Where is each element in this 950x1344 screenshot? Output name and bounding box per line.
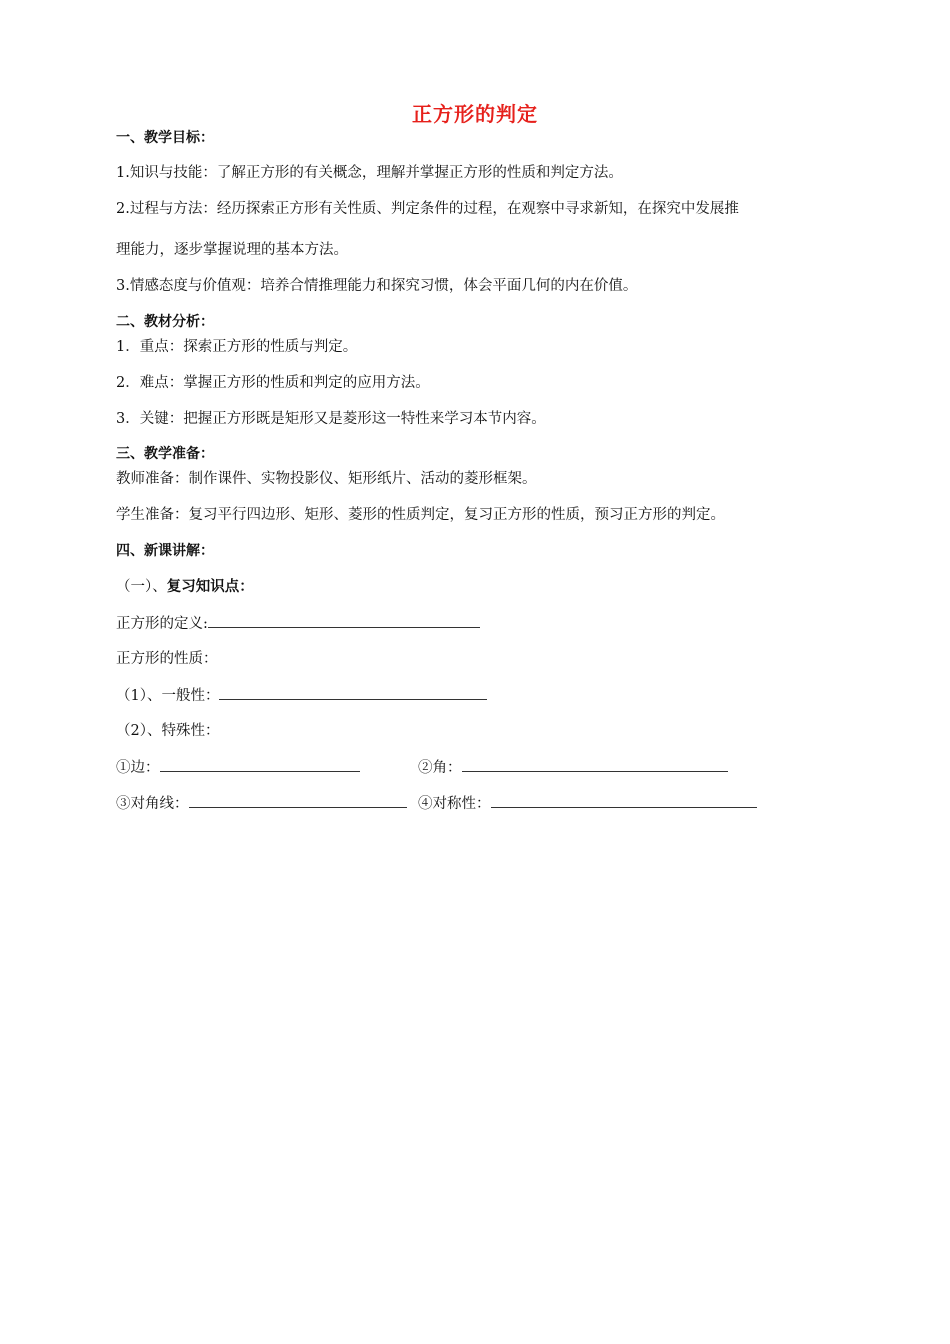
diagonal-blank[interactable] (189, 793, 407, 808)
diagonal-label: ③对角线： (116, 796, 189, 812)
symmetry-blank[interactable] (491, 793, 757, 808)
definition-line (116, 613, 480, 634)
analysis-1: 1．重点：探索正方形的性质与判定。 (116, 339, 358, 355)
side-blank[interactable] (160, 757, 360, 772)
goal-2-line-2: 理能力，逐步掌握说理的基本方法。 (116, 242, 348, 258)
page-title: 正方形的判定 (412, 102, 538, 126)
general-blank[interactable] (219, 685, 487, 700)
symmetry-label: ④对称性： (418, 796, 491, 812)
analysis-3: 3．关键：把握正方形既是矩形又是菱形这一特性来学习本节内容。 (116, 411, 546, 427)
definition-blank[interactable] (208, 613, 480, 628)
prep-student: 学生准备：复习平行四边形、矩形、菱形的性质判定，复习正方形的性质，预习正方形的判定。 (116, 507, 725, 523)
side-line (116, 757, 360, 778)
review-line (116, 577, 254, 597)
general-line (116, 685, 487, 706)
review-prefix: （一）、 (116, 579, 167, 595)
general-label: （1）、一般性： (116, 688, 220, 704)
symmetry-line (418, 793, 757, 814)
analysis-heading: 二、教材分析： (116, 314, 214, 330)
properties-label: 正方形的性质： (116, 651, 218, 667)
lesson-heading: 四、新课讲解： (116, 543, 214, 559)
goals-heading: 一、教学目标： (116, 130, 214, 146)
goal-2-line-1: 2.过程与方法：经历探索正方形有关性质、判定条件的过程，在观察中寻求新知，在探究中发展推 (116, 201, 739, 217)
review-heading: 复习知识点： (166, 579, 254, 595)
side-label: ①边： (116, 760, 160, 776)
goal-3: 3.情感态度与价值观：培养合情推理能力和探究习惯，体会平面几何的内在价值。 (116, 278, 638, 294)
analysis-2: 2．难点：掌握正方形的性质和判定的应用方法。 (116, 375, 430, 391)
diagonal-line (116, 793, 407, 814)
angle-label: ②角： (418, 760, 462, 776)
angle-line (418, 757, 728, 778)
prep-heading: 三、教学准备： (116, 446, 214, 462)
prep-teacher: 教师准备：制作课件、实物投影仪、矩形纸片、活动的菱形框架。 (116, 471, 537, 487)
angle-blank[interactable] (462, 757, 728, 772)
goal-1: 1.知识与技能：了解正方形的有关概念，理解并掌握正方形的性质和判定方法。 (116, 165, 623, 181)
special-label: （2）、特殊性： (116, 723, 220, 739)
definition-label: 正方形的定义: (116, 616, 208, 632)
